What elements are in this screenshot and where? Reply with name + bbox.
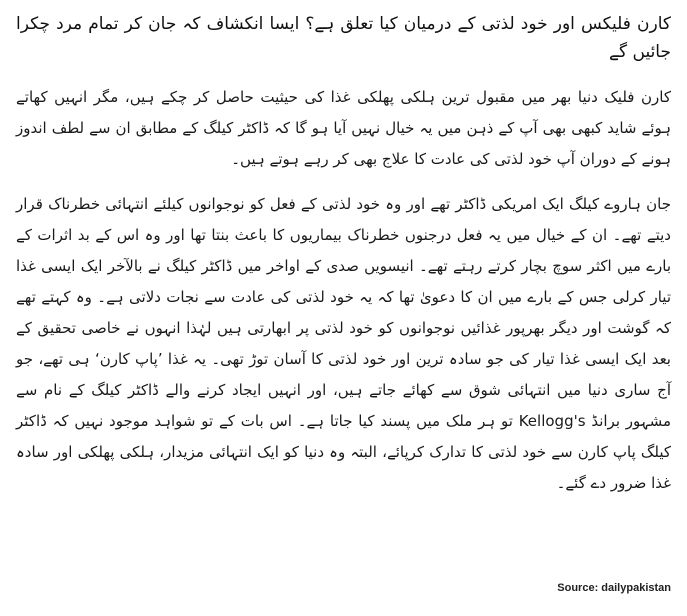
article-paragraph-1: کارن فلیک دنیا بھر میں مقبول ترین ہلکی پھلکی غذا کی حیثیت حاصل کر چکے ہیں، مگر انہیں کھاتے ہوئے شاید کبھی بھی آپ کے ذہن میں یہ خیال نہیں آیا ہو گا کہ ڈاکٹر کیلگ کے مطابق ان سے لطف اندوز ہونے کے دوران آپ خود لذتی کی عادت کا علاج بھی کر رہے ہوتے ہیں۔	[16, 88, 671, 168]
article	[16, 10, 671, 513]
article-headline: کارن فلیکس اور خود لذتی کے درمیان کیا تعلق ہے؟ ایسا انکشاف کہ جان کر تمام مرد چکرا جائیں گے	[16, 14, 671, 62]
article-paragraph-2: جان ہاروے کیلگ ایک امریکی ڈاکٹر تھے اور وہ خود لذتی کے فعل کو نوجوانوں کیلئے انتہائی خطرناک قرار دیتے تھے۔ ان کے خیال میں یہ فعل درجنوں خطرناک بیماریوں کا باعث بنتا تھا اور وہ اس کے بد اثرات کے بارے میں اکثر سوچ بچار کرتے رہتے تھے۔ انیسویں صدی کے اواخر میں ڈاکٹر کیلگ نے بالآخر ایک ایسی غذا تیار کرلی جس کے بارے میں ان کا دعویٰ تھا کہ یہ خود لذتی کی عادت سے نجات دلاتی ہے۔ وہ کہتے تھے کہ گوشت اور دیگر بھرپور غذائیں نوجوانوں کو خود لذتی پر ابھارتی ہیں لہٰذا انہوں نے خاصی تحقیق کے بعد ایک ایسی غذا تیار کی جو سادہ ترین اور خود لذتی کا آسان توڑ تھی۔ یہ غذا ’پاپ کارن‘ ہی تھے، جو آج ساری دنیا میں انتہائی شوق سے کھائے جاتے ہیں، اور انہیں ایجاد کرنے والے ڈاکٹر کیلگ کے نام سے مشہور برانڈ Kellogg's تو ہر ملک میں پسند کیا جاتا ہے۔ اس بات کے تو شواہد موجود نہیں کہ ڈاکٹر کیلگ پاپ کارن سے خود لذتی کا تدارک کرپائے، البتہ وہ دنیا کو ایک انتہائی مزیدار، ہلکی پھلکی اور سادہ غذا ضرور دے گئے۔	[16, 195, 672, 492]
source-credit: Source: dailypakistan	[557, 582, 671, 594]
